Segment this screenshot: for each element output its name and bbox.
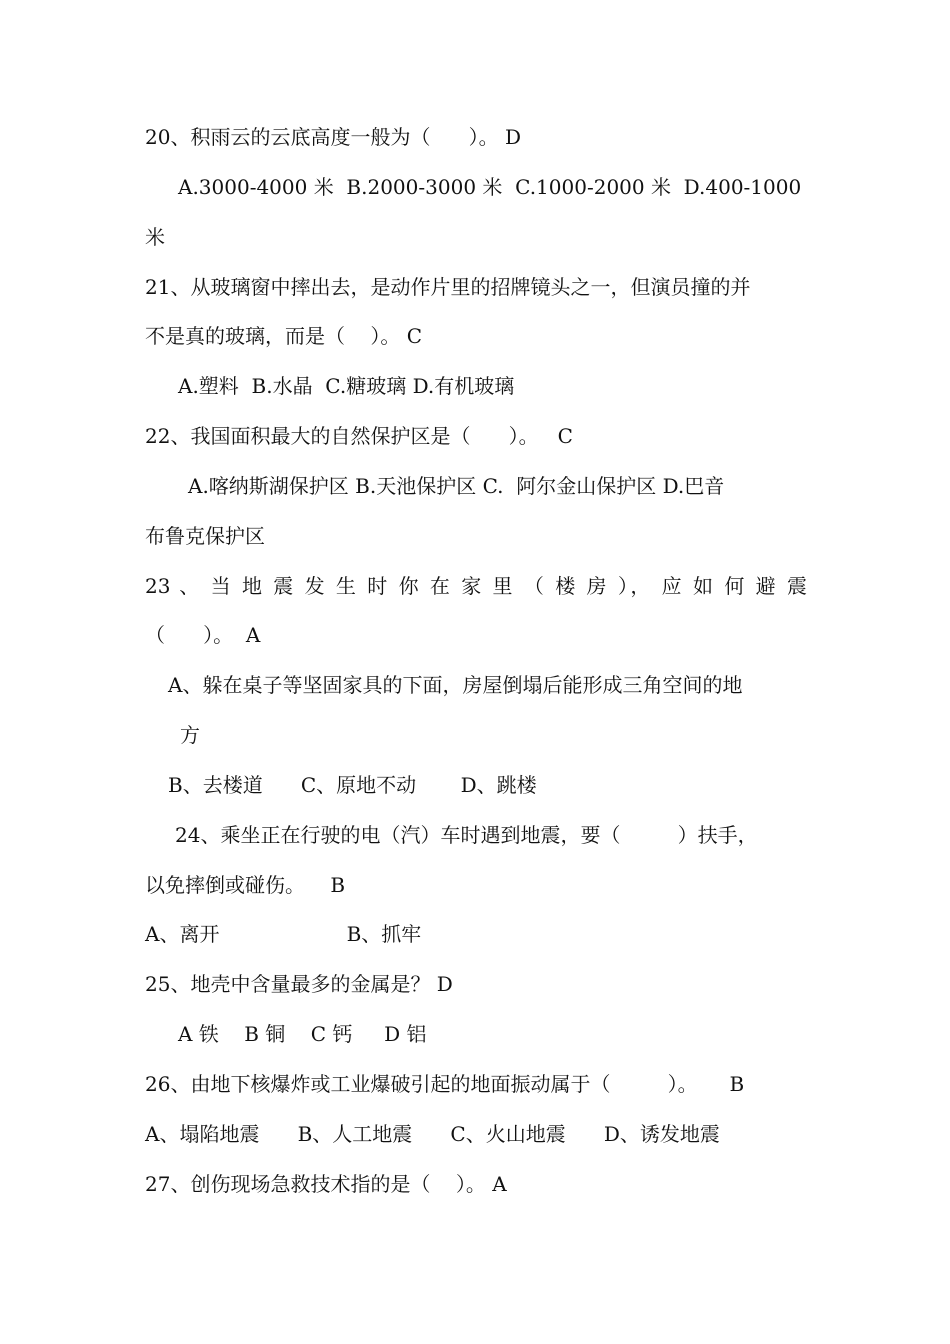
question-20-options: A.3000-4000 米 B.2000-3000 米 C.1000-2000 米 D.400-1000: [178, 175, 802, 199]
question-24-wrap: 以免摔倒或碰伤。 B: [145, 873, 346, 897]
question-23: 23 、 当 地 震 发 生 时 你 在 家 里 （ 楼 房 ）， 应 如 何 避 震: [145, 574, 807, 598]
question-22-options: A.喀纳斯湖保护区 B.天池保护区 C. 阿尔金山保护区 D.巴音: [188, 474, 725, 498]
question-23-option-a-wrap: 方: [180, 723, 200, 747]
question-23-wrap: （ ）。 A: [145, 623, 261, 647]
question-25: 25、地壳中含量最多的金属是？ D: [145, 972, 453, 996]
question-22: 22、我国面积最大的自然保护区是（ ）。 C: [145, 424, 573, 448]
question-23-options-bcd: B、去楼道 C、原地不动 D、跳楼: [168, 773, 537, 797]
question-20: 20、积雨云的云底高度一般为（ ）。 D: [145, 125, 521, 149]
question-23-option-a: A、躲在桌子等坚固家具的下面，房屋倒塌后能形成三角空间的地: [168, 673, 743, 697]
question-24: 24、乘坐正在行驶的电（汽）车时遇到地震，要（ ）扶手，: [175, 823, 758, 847]
question-26: 26、由地下核爆炸或工业爆破引起的地面振动属于（ ）。 B: [145, 1072, 745, 1096]
question-20-options-wrap: 米: [145, 225, 165, 249]
question-21-options: A.塑料 B.水晶 C.糖玻璃 D.有机玻璃: [178, 374, 515, 398]
question-26-options: A、塌陷地震 B、人工地震 C、火山地震 D、诱发地震: [145, 1122, 720, 1146]
question-22-options-wrap: 布鲁克保护区: [145, 524, 265, 548]
question-24-options: A、离开 B、抓牢: [145, 922, 422, 946]
question-21: 21、从玻璃窗中摔出去，是动作片里的招牌镜头之一，但演员撞的并: [145, 275, 751, 299]
question-25-options: A 铁 B 铜 C 钙 D 铝: [178, 1022, 427, 1046]
question-27: 27、创伤现场急救技术指的是（ ）。 A: [145, 1172, 507, 1196]
question-21-wrap: 不是真的玻璃，而是（ ）。 C: [145, 324, 423, 348]
